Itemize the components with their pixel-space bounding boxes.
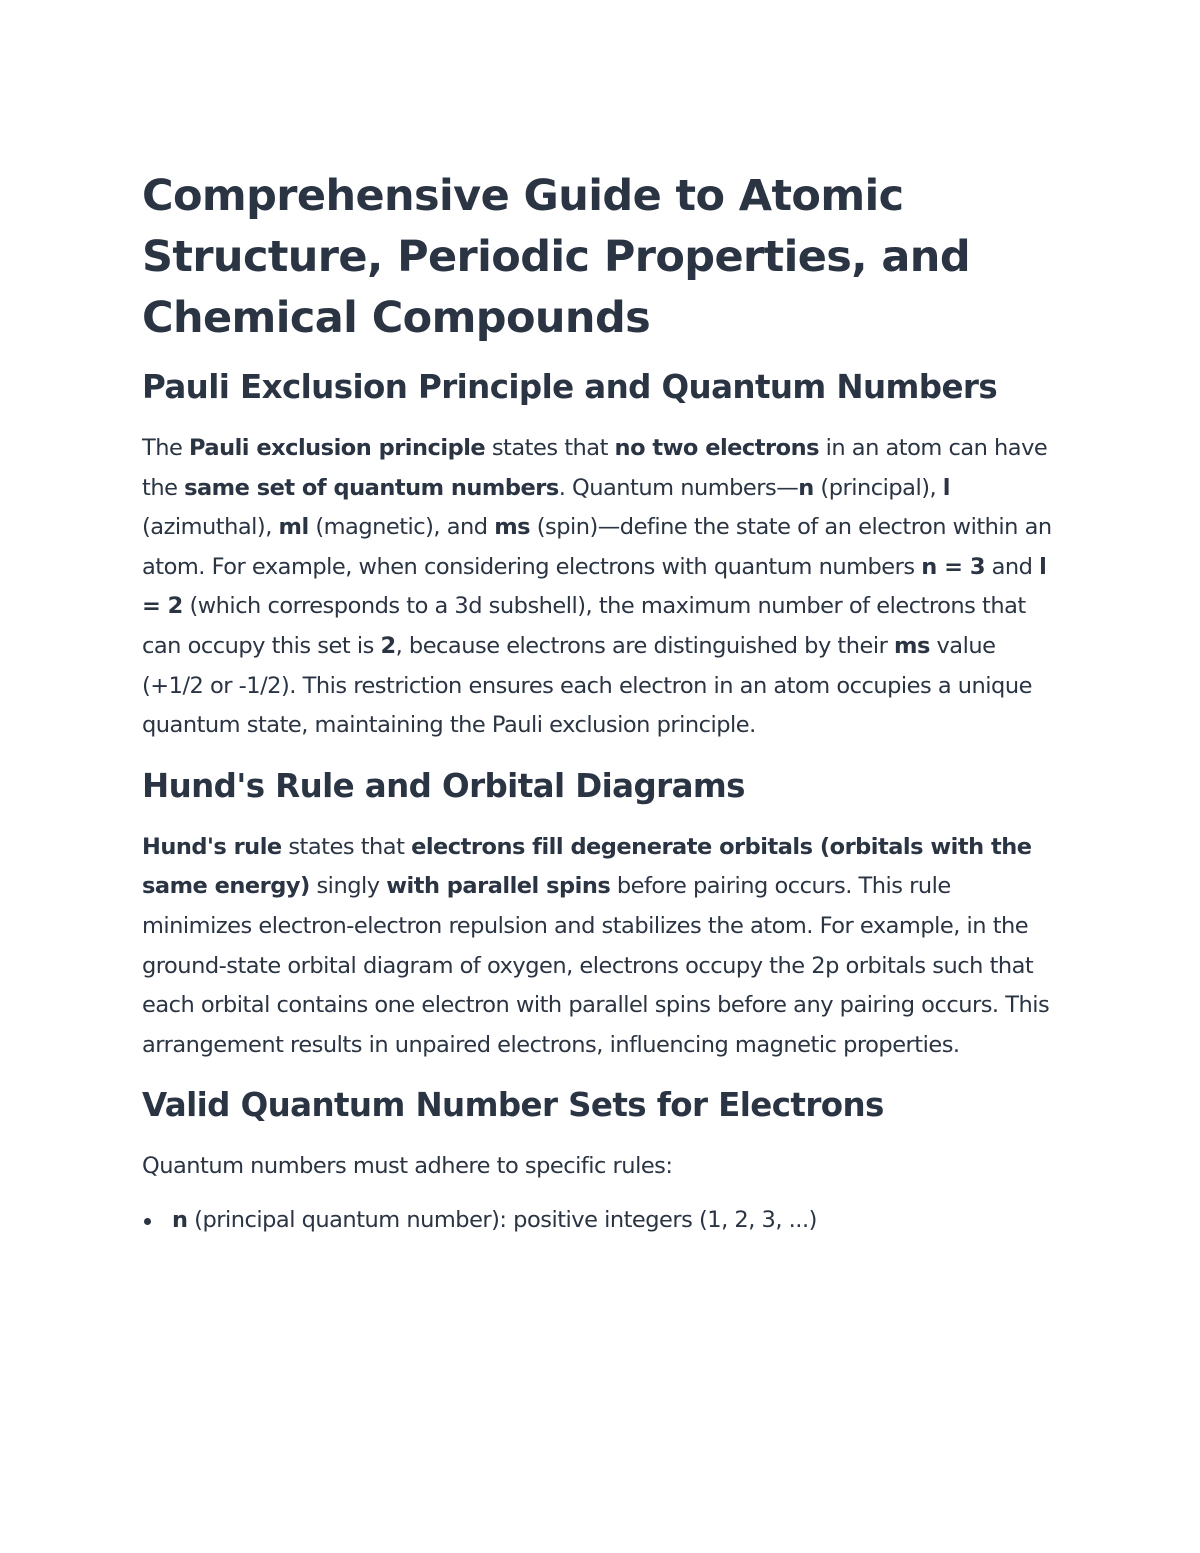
- section-heading-hund: Hund's Rule and Orbital Diagrams: [142, 766, 745, 805]
- section-heading-valid-sets: Valid Quantum Number Sets for Electrons: [142, 1086, 884, 1125]
- bullet-icon: [144, 1218, 151, 1225]
- section-heading-pauli: Pauli Exclusion Principle and Quantum Numbers: [142, 368, 998, 406]
- section-intro-valid-sets: Quantum numbers must adhere to specific rules:: [142, 1153, 673, 1180]
- section-paragraph-pauli: The Pauli exclusion principle states that no two electrons in an atom can have the same set of quantum numbers. Quantum numbers—n (principal), l (azimuthal), ml (magnetic), and ms (spin)—define the state of an electron within an atom. For example, when considering electrons with quantum numbers n = 3 and l = 2 (which corresponds to a 3d subshell), the maximum number of electrons that can occupy this set is 2, because electrons are distinguished by their ms value (+1/2 or -1/2). This restriction ensures each electron in an atom occupies a unique quantum state, maintaining the Pauli exclusion principle.: [142, 435, 1052, 739]
- rules-list: [142, 1201, 1062, 1241]
- document-title: Comprehensive Guide to Atomic Structure, Periodic Properties, and Chemical Compounds: [142, 171, 970, 343]
- document-page: [142, 166, 1062, 1241]
- list-item: n (principal quantum number): positive integers (1, 2, 3, ...): [142, 1201, 1062, 1241]
- section-paragraph-hund: Hund's rule states that electrons fill degenerate orbitals (orbitals with the same energy) singly with parallel spins before pairing occurs. This rule minimizes electron-electron repulsion and stabilizes the atom. For example, in the ground-state orbital diagram of oxygen, electrons occupy the 2p orbitals such that each orbital contains one electron with parallel spins before any pairing occurs. This arrangement results in unpaired electrons, influencing magnetic properties.: [142, 833, 1050, 1058]
